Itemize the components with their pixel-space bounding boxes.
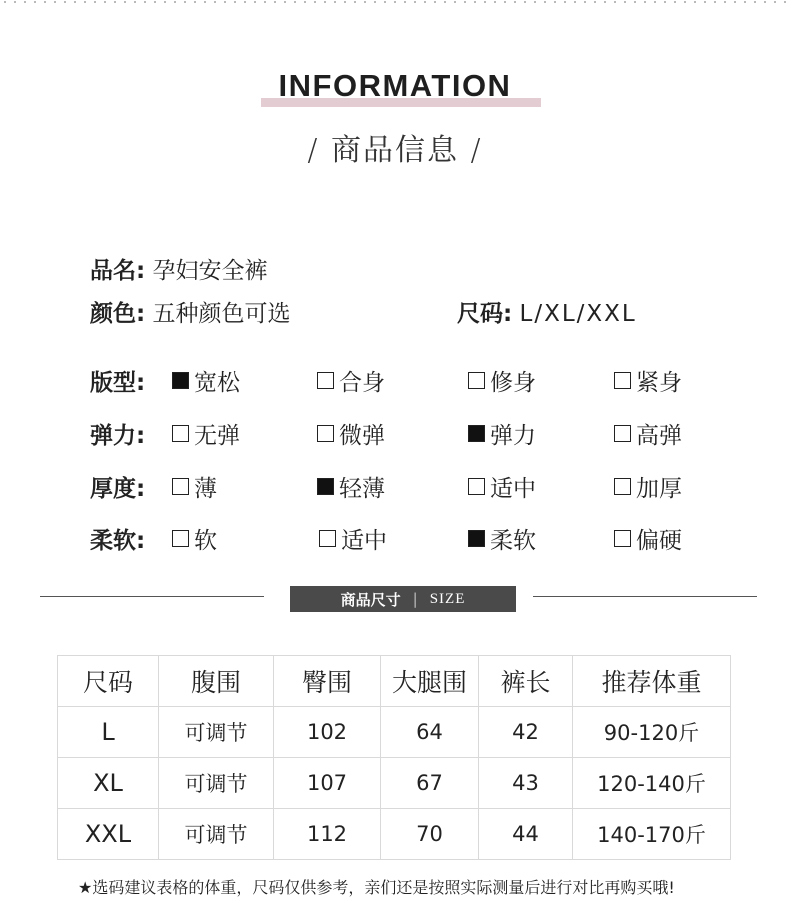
thickness-option-medium [468,470,536,503]
product-color-field [90,295,291,328]
checkbox-icon [172,478,189,495]
table-cell: 44 [479,809,573,860]
table-cell: XL [58,758,159,809]
product-name-value: 孕妇安全裤 [152,258,268,284]
checkbox-icon [317,478,334,495]
top-dotted-border [0,0,790,4]
header-cell: 大腿围 [381,656,479,707]
option-text: 加厚 [636,476,682,502]
thickness-option-thick [614,470,682,503]
table-cell: 140-170斤 [573,809,731,860]
checkbox-icon [614,530,631,547]
checkbox-icon [468,425,485,442]
checkbox-icon [468,372,485,389]
table-cell: 可调节 [159,758,274,809]
divider-right [533,596,757,597]
option-text: 适中 [490,476,536,502]
information-header [0,68,790,104]
checkbox-icon [468,478,485,495]
header-cell: 裤长 [479,656,573,707]
option-text: 微弹 [339,423,385,449]
header-cell: 推荐体重 [573,656,731,707]
table-cell: 90-120斤 [573,707,731,758]
thickness-option-thin [172,470,217,503]
option-text: 薄 [194,476,217,502]
table-row [58,809,731,860]
table-cell: L [58,707,159,758]
product-size-label: 尺码: [457,301,513,327]
option-text: 紧身 [636,370,682,396]
header-cell: 尺码 [58,656,159,707]
table-row [58,758,731,809]
fit-label: 版型: [90,370,146,396]
softness-option-medium [319,522,387,555]
header-cell: 腹围 [159,656,274,707]
option-text: 适中 [341,528,387,554]
table-cell: 120-140斤 [573,758,731,809]
table-cell: 112 [274,809,381,860]
checkbox-icon [614,425,631,442]
checkbox-icon [614,478,631,495]
table-cell: 102 [274,707,381,758]
fit-option-slim [468,364,536,397]
size-section-banner [290,586,516,612]
header-cell: 臀围 [274,656,381,707]
size-section-title-en: SIZE [429,590,466,607]
table-cell: 可调节 [159,707,274,758]
thickness-label: 厚度: [90,476,146,502]
fit-option-regular [317,364,385,397]
elasticity-option-none [172,417,240,450]
size-note: ★选码建议表格的体重，尺码仅供参考，亲们还是按照实际测量后进行对比再购买哦! [78,878,675,897]
product-color-value: 五种颜色可选 [152,301,291,327]
option-text: 轻薄 [339,476,385,502]
table-row [58,707,731,758]
option-text: 柔软 [490,528,536,554]
table-header-row [58,656,731,707]
table-cell: 70 [381,809,479,860]
option-text: 高弹 [636,423,682,449]
elasticity-option-high [614,417,682,450]
table-cell: 64 [381,707,479,758]
checkbox-icon [317,372,334,389]
product-color-label: 颜色: [90,301,146,327]
table-cell: 107 [274,758,381,809]
information-subtitle: / 商品信息 / [307,133,483,168]
softness-label: 柔软: [90,528,146,554]
option-text: 无弹 [194,423,240,449]
product-name-field [90,252,268,285]
checkbox-icon [172,372,189,389]
softness-option-soft [172,522,217,555]
size-section-separator: | [412,590,418,608]
option-text: 合身 [339,370,385,396]
table-cell: 42 [479,707,573,758]
option-text: 软 [194,528,217,554]
table-cell: 43 [479,758,573,809]
checkbox-icon [172,425,189,442]
divider-left [40,596,264,597]
checkbox-icon [468,530,485,547]
fit-option-loose [172,364,240,397]
size-table [57,655,731,860]
table-cell: 可调节 [159,809,274,860]
checkbox-icon [172,530,189,547]
table-cell: XXL [58,809,159,860]
size-section-title: 商品尺寸 [340,590,401,609]
option-text: 偏硬 [636,528,682,554]
information-title-text: INFORMATION [278,68,512,103]
information-title [263,68,528,104]
elasticity-option-elastic [468,417,536,450]
product-size-field [457,295,637,328]
elasticity-option-slight [317,417,385,450]
option-text: 弹力 [490,423,536,449]
product-name-label: 品名: [90,258,146,284]
checkbox-icon [319,530,336,547]
fit-option-tight [614,364,682,397]
product-size-value: L/XL/XXL [519,301,637,327]
table-cell: 67 [381,758,479,809]
softness-option-gentle [468,522,536,555]
elasticity-label: 弹力: [90,423,146,449]
option-text: 修身 [490,370,536,396]
thickness-option-light [317,470,385,503]
option-text: 宽松 [194,370,240,396]
checkbox-icon [614,372,631,389]
checkbox-icon [317,425,334,442]
softness-option-stiff [614,522,682,555]
